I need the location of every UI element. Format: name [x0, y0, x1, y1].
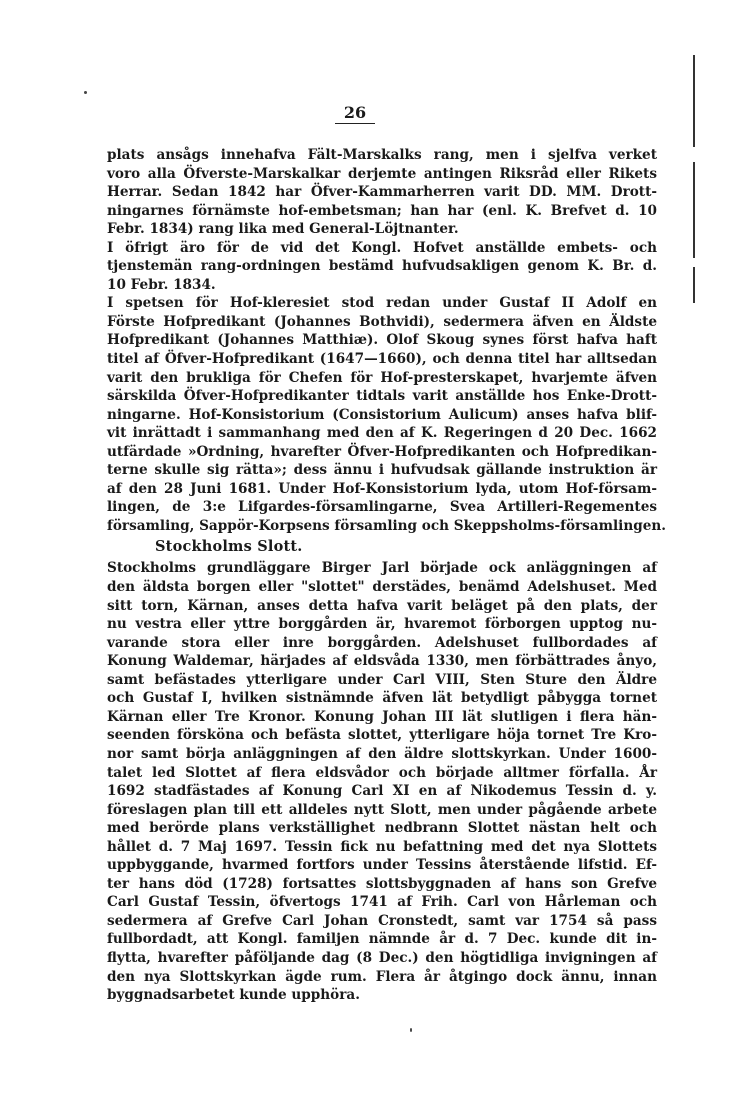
text-line: lingen, de 3:e Lifgardes-församlingarne, Svea Artilleri-Regementes: [107, 499, 657, 516]
text-line: 1692 stadfästades af Konung Carl XI en af Nikodemus Tessin d. y.: [107, 783, 657, 800]
text-line: plats ansågs innehafva Fält-Marskalks rang, men i sjelfva verket: [107, 147, 657, 163]
text-line: seenden försköna och befästa slottet, ytterligare höja tornet Tre Kro-: [107, 727, 657, 744]
scan-edge-line: [693, 162, 695, 258]
text-line: Kärnan eller Tre Kronor. Konung Johan III lät slutligen i flera hän-: [107, 708, 657, 725]
text-line: ningarnes förnämste hof-embetsman; han har (enl. K. Brefvet d. 10: [107, 202, 657, 219]
paragraph-order: [107, 239, 657, 295]
paragraph-court-clergy: [107, 294, 667, 535]
text-line: titel af Öfver-Hofpredikant (1647—1660), och denna titel har alltsedan: [107, 351, 657, 368]
text-line: sedermera af Grefve Carl Johan Cronstedt, samt var 1754 så pass: [107, 912, 657, 929]
page-number: 26: [335, 103, 375, 124]
text-line: ter hans död (1728) fortsattes slottsbyggnaden af hans son Grefve: [107, 875, 657, 892]
scan-speck: [410, 1028, 412, 1032]
text-line: föreslagen plan till ett alldeles nytt Slott, men under pågående arbete: [107, 801, 657, 818]
text-line: utfärdade »Ordning, hvarefter Öfver-Hofpredikanten och Hofpredikan-: [107, 443, 657, 460]
paragraph-rank: [107, 146, 657, 239]
text-line: Stockholms grundläggare Birger Jarl började ock anläggningen af: [107, 560, 657, 577]
text-line: tjenstemän rang-ordningen bestämd hufvudsakligen genom K. Br. d.: [107, 258, 657, 275]
text-line: vit inrättadt i sammanhang med den af K. Regeringen d 20 Dec. 1662: [107, 425, 657, 442]
scan-edge-line: [693, 55, 695, 147]
text-line: I spetsen för Hof-kleresiet stod redan under Gustaf II Adolf en: [107, 295, 657, 312]
text-line: Febr. 1834) rang lika med General-Löjtnanter.: [107, 221, 459, 238]
text-line: särskilda Öfver-Hofpredikanter tidtals varit anställde hos Enke-Drott-: [107, 388, 657, 405]
text-line: nu vestra eller yttre borggården är, hvaremot förborgen upptog nu-: [107, 616, 657, 633]
text-line: varande stora eller inre borggården. Adelshuset fullbordades af: [107, 634, 657, 651]
text-line: med berörde plans verkställighet nedbrann Slottet nästan helt och: [107, 820, 657, 837]
body-text: [107, 146, 667, 1005]
text-line: byggnadsarbetet kunde upphöra.: [107, 987, 360, 1004]
text-line: uppbyggande, hvarmed fortfors under Tessins återstående lifstid. Ef-: [107, 857, 657, 874]
text-line: flytta, hvarefter påföljande dag (8 Dec.) den högtidliga invigningen af: [107, 949, 657, 966]
text-line: Förste Hofpredikant (Johannes Bothvidi), sedermera äfven en Äldste: [107, 313, 657, 330]
text-line: hållet d. 7 Maj 1697. Tessin fick nu befattning med det nya Slottets: [107, 838, 657, 855]
text-line: 10 Febr. 1834.: [107, 276, 216, 293]
text-line: Konung Waldemar, härjades af eldsvåda 1330, men förbättrades ånyo,: [107, 653, 657, 670]
text-line: Carl Gustaf Tessin, öfvertogs 1741 af Frih. Carl von Hårleman och: [107, 894, 657, 911]
text-line: I öfrigt äro för de vid det Kongl. Hofvet anställde embets- och: [107, 239, 657, 256]
text-line: talet led Slottet af flera eldsvådor och började alltmer förfalla. År: [107, 764, 657, 781]
section-heading: Stockholms Slott.: [155, 538, 303, 556]
text-line: samt befästades ytterligare under Carl VIII, Sten Sture den Äldre: [107, 671, 657, 688]
text-line: voro alla Öfverste-Marskalkar derjemte antingen Riksråd eller Rikets: [107, 165, 657, 182]
text-line: af den 28 Juni 1681. Under Hof-Konsistorium lyda, utom Hof-försam-: [107, 480, 657, 497]
text-line: ningarne. Hof-Konsistorium (Consistorium Aulicum) anses hafva blif-: [107, 406, 657, 423]
text-line: varit den brukliga för Chefen för Hof-presterskapet, hvarjemte äfven: [107, 369, 657, 386]
text-line: Hofpredikant (Johannes Matthiæ). Olof Skoug synes först hafva haft: [107, 332, 657, 349]
text-line: fullbordadt, att Kongl. familjen nämnde år d. 7 Dec. kunde dit in-: [107, 931, 657, 948]
text-line: församling, Sappör-Korpsens församling och Skeppsholms-församlingen.: [107, 517, 667, 534]
scan-edge-line: [693, 267, 695, 303]
text-line: den nya Slottskyrkan ägde rum. Flera år åtgingo dock ännu, innan: [107, 968, 657, 985]
scan-speck: [84, 91, 87, 94]
text-line: Herrar. Sedan 1842 har Öfver-Kammarherren varit DD. MM. Drott-: [107, 184, 657, 201]
text-line: nor samt börja anläggningen af den äldre slottskyrkan. Under 1600-: [107, 745, 657, 762]
text-line: och Gustaf I, hvilken sistnämnde äfven lät betydligt påbygga tornet: [107, 690, 657, 707]
text-line: terne skulle sig rätta»; dess ännu i hufvudsak gällande instruktion är: [107, 462, 657, 479]
text-line: sitt torn, Kärnan, anses detta hafva varit beläget på den plats, der: [107, 597, 657, 614]
paragraph-castle-history: [107, 559, 657, 1004]
text-line: den äldsta borgen eller "slottet" derstädes, benämd Adelshuset. Med: [107, 579, 657, 596]
